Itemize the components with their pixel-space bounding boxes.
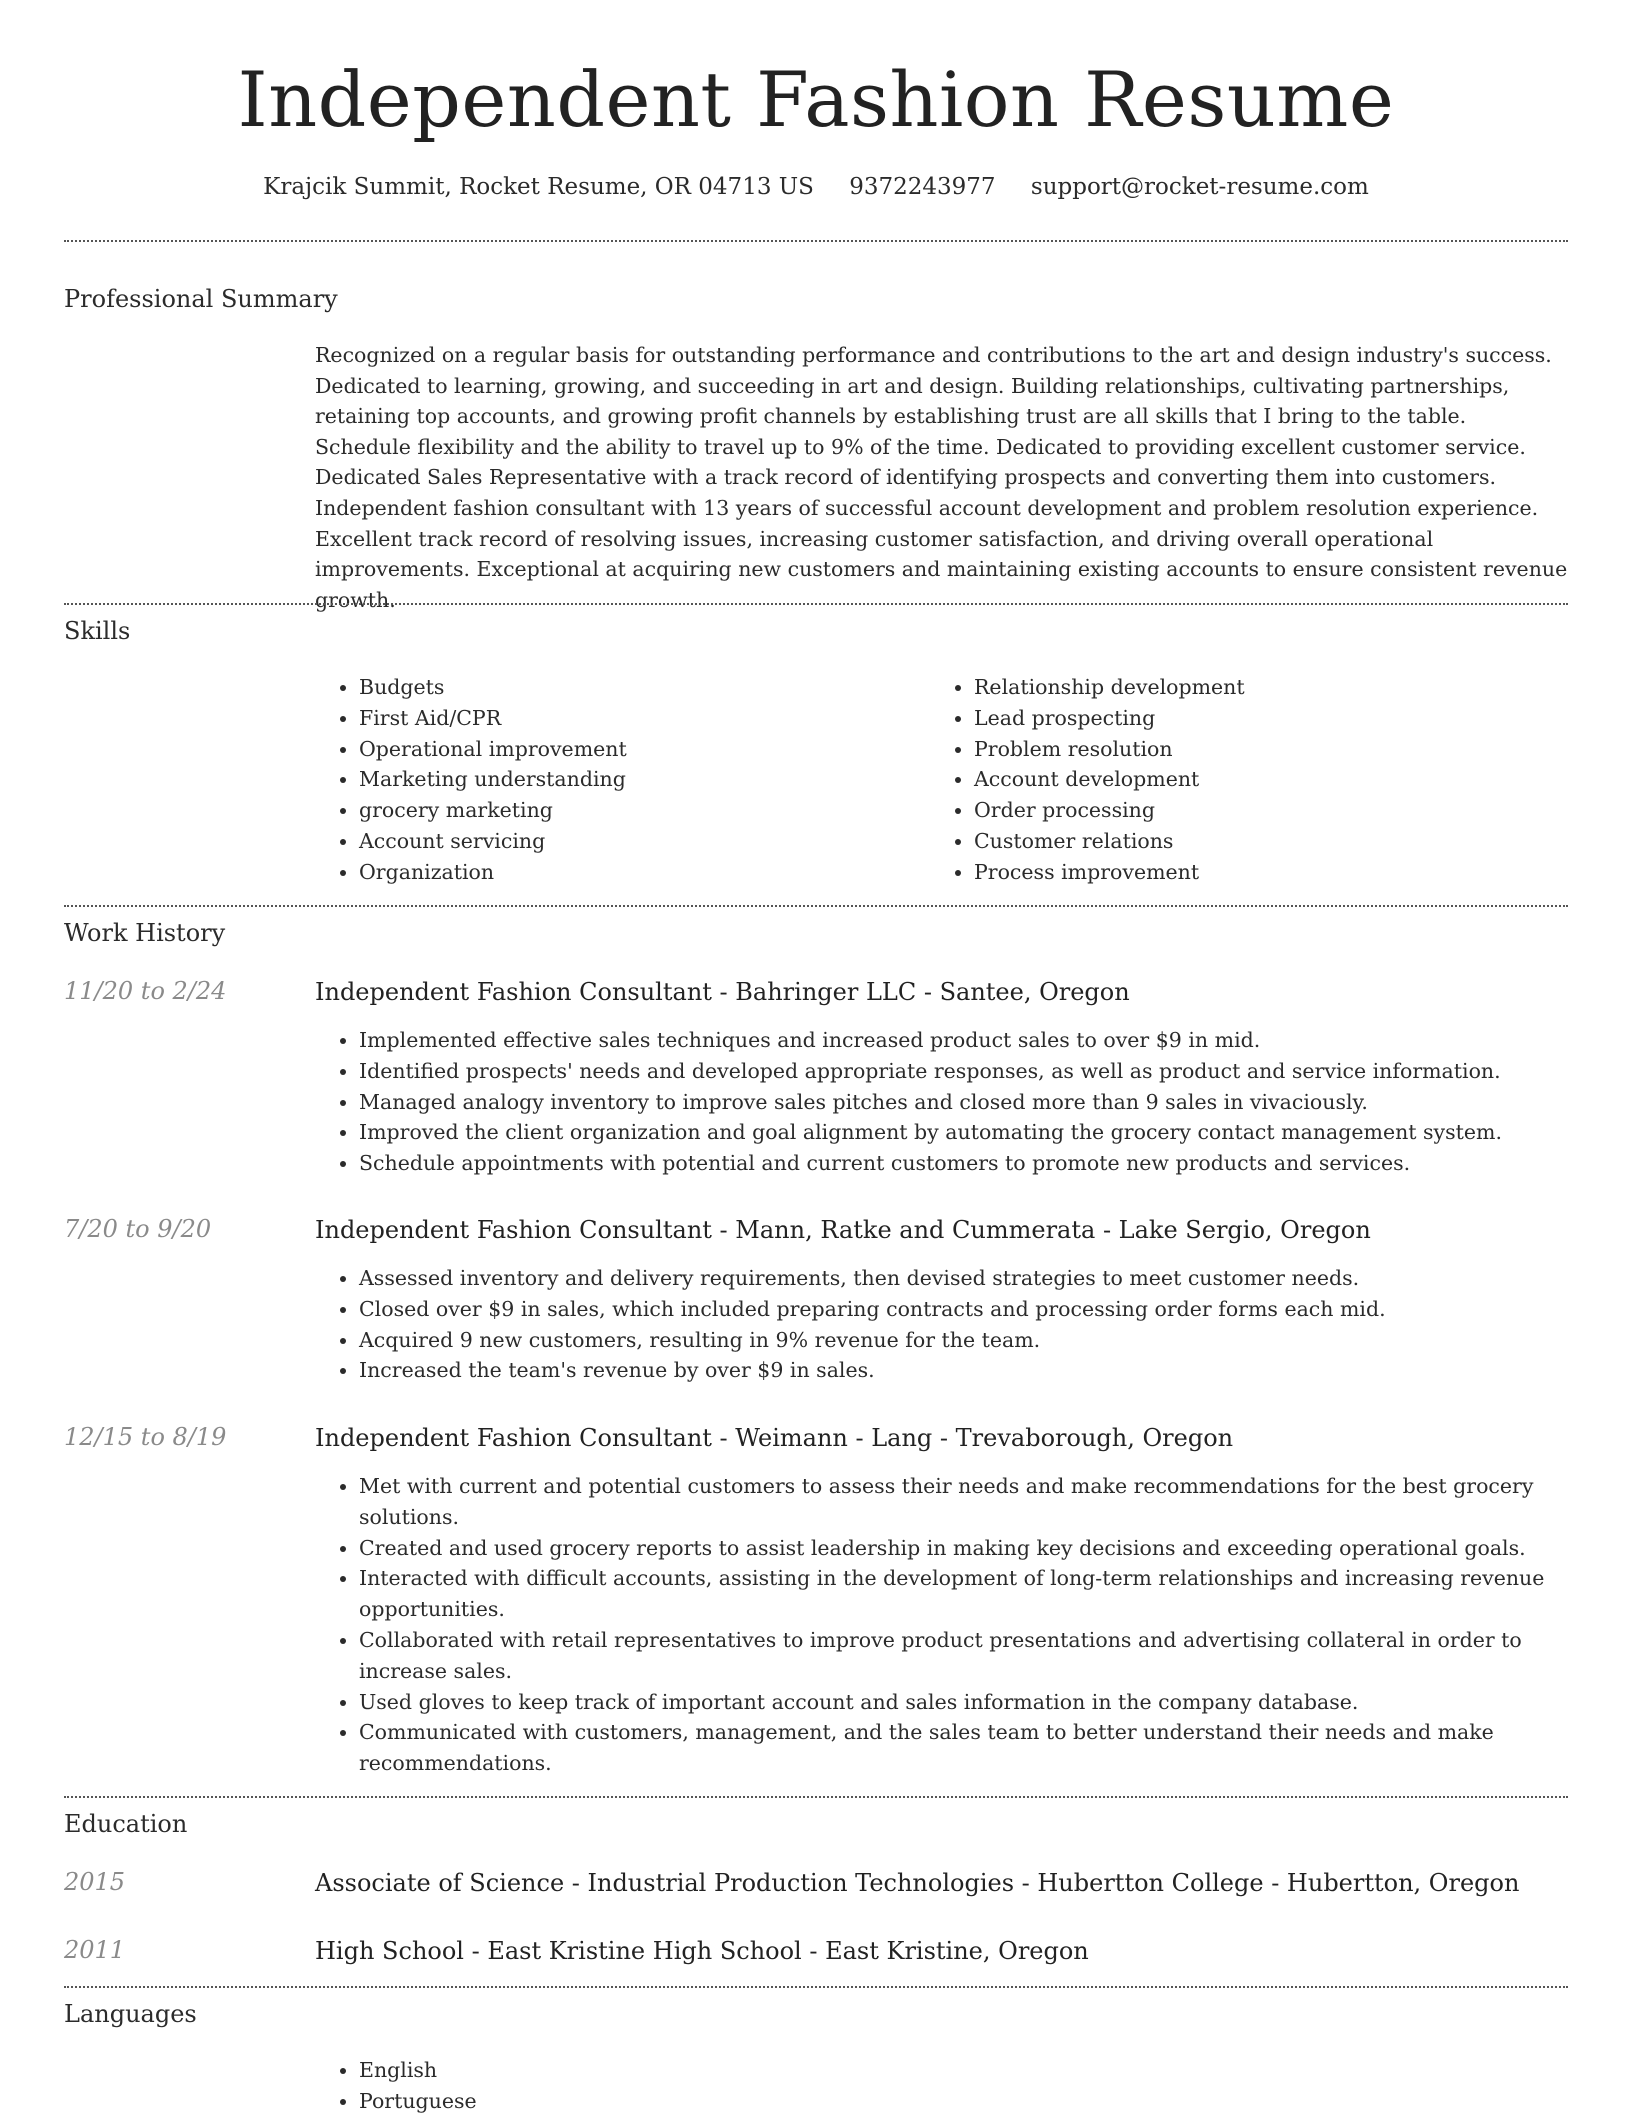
list-item: • Used gloves to keep track of important account and sales information in the company database.: [359, 1687, 1568, 1718]
list-item: • Account servicing: [359, 826, 915, 857]
list-item: • Met with current and potential customers to assess their needs and make recommendations for the best grocery solutions.: [359, 1471, 1568, 1533]
education-year: 2015: [64, 1868, 126, 1896]
list-item: • Budgets: [359, 672, 915, 703]
languages-body: [315, 2055, 1568, 2117]
divider: [64, 1986, 1568, 1988]
summary-text: Recognized on a regular basis for outstanding performance and contributions to the art and design industry's success. Dedicated to learning, growing, and succeeding in art and design. Building relationships, cultivating partnerships, retaining top accounts, and growing profit channels by establishing trust are all skills that I bring to the table. Schedule flexibility and the ability to travel up to 9% of the time. Dedicated to providing excellent customer service. Dedicated Sales Representative with a track record of identifying prospects and converting them into customers. Independent fashion consultant with 13 years of successful account development and problem resolution experience. Excellent track record of resolving issues, increasing customer satisfaction, and driving overall operational improvements. Exceptional at acquiring new customers and maintaining existing accounts to ensure consistent revenue growth.: [315, 343, 1568, 612]
summary-body: [315, 340, 1568, 615]
skills-list-left: [315, 672, 915, 888]
job-dates: 12/15 to 8/19: [64, 1423, 227, 1451]
job-heading: Independent Fashion Consultant - Weimann - Lang - Trevaborough, Oregon: [315, 1424, 1234, 1452]
job-bullets: [315, 1263, 1568, 1386]
list-item: • Acquired 9 new customers, resulting in 9% revenue for the team.: [359, 1325, 1568, 1356]
job-entry: [315, 1215, 1568, 1386]
languages-heading: Languages: [64, 2000, 197, 2028]
list-item: • Improved the client organization and goal alignment by automating the grocery contact management system.: [359, 1117, 1568, 1148]
list-item: • Portuguese: [359, 2086, 1568, 2117]
list-item: • Marketing understanding: [359, 764, 915, 795]
list-item: • Interacted with difficult accounts, assisting in the development of long-term relationships and increasing revenue opportunities.: [359, 1563, 1568, 1625]
contact-phone: 9372243977: [849, 174, 996, 200]
list-item: • Account development: [974, 764, 1550, 795]
languages-list: [315, 2055, 1568, 2117]
job-bullets: [315, 1471, 1568, 1779]
list-item: • Process improvement: [974, 857, 1550, 888]
job-entry: [315, 977, 1568, 1179]
list-item: • English: [359, 2055, 1568, 2086]
education-heading: Education: [64, 1810, 188, 1838]
list-item: • First Aid/CPR: [359, 703, 915, 734]
divider: [64, 1796, 1568, 1798]
list-item: • Closed over $9 in sales, which included preparing contracts and processing order forms each mid.: [359, 1294, 1568, 1325]
list-item: • Collaborated with retail representatives to improve product presentations and advertising collateral in order to increase sales.: [359, 1625, 1568, 1687]
job-dates: 7/20 to 9/20: [64, 1215, 212, 1243]
skills-column-right: [930, 672, 1550, 888]
contact-email: support@rocket-resume.com: [1030, 174, 1369, 200]
list-item: • Created and used grocery reports to assist leadership in making key decisions and exceeding operational goals.: [359, 1533, 1568, 1564]
list-item: • Problem resolution: [974, 734, 1550, 765]
job-heading: Independent Fashion Consultant - Bahringer LLC - Santee, Oregon: [315, 978, 1130, 1006]
list-item: • Customer relations: [974, 826, 1550, 857]
list-item: • Communicated with customers, management, and the sales team to better understand their needs and make recommendations.: [359, 1717, 1568, 1779]
summary-heading: Professional Summary: [64, 285, 338, 313]
list-item: • Implemented effective sales techniques and increased product sales to over $9 in mid.: [359, 1025, 1568, 1056]
list-item: • Organization: [359, 857, 915, 888]
contact-line: [64, 172, 1568, 202]
contact-address: Krajcik Summit, Rocket Resume, OR 04713 US: [263, 174, 814, 200]
skills-heading: Skills: [64, 617, 131, 645]
divider: [64, 240, 1568, 242]
job-dates: 11/20 to 2/24: [64, 977, 227, 1005]
education-entry: Associate of Science - Industrial Production Technologies - Hubertton College - Hubertton, Oregon: [315, 1869, 1520, 1897]
resume-page: [64, 0, 1568, 2113]
list-item: • Identified prospects' needs and developed appropriate responses, as well as product and service information.: [359, 1056, 1568, 1087]
job-heading: Independent Fashion Consultant - Mann, Ratke and Cummerata - Lake Sergio, Oregon: [315, 1216, 1371, 1244]
list-item: • Relationship development: [974, 672, 1550, 703]
list-item: • Assessed inventory and delivery requirements, then devised strategies to meet customer needs.: [359, 1263, 1568, 1294]
job-entry: [315, 1423, 1568, 1779]
list-item: • Schedule appointments with potential and current customers to promote new products and services.: [359, 1148, 1568, 1179]
work-heading: Work History: [64, 919, 226, 947]
education-year: 2011: [64, 1936, 126, 1964]
divider: [64, 905, 1568, 907]
list-item: • Managed analogy inventory to improve sales pitches and closed more than 9 sales in vivaciously.: [359, 1087, 1568, 1118]
list-item: • Increased the team's revenue by over $9 in sales.: [359, 1355, 1568, 1386]
list-item: • grocery marketing: [359, 795, 915, 826]
page-title: Independent Fashion Resume: [237, 55, 1395, 144]
list-item: • Order processing: [974, 795, 1550, 826]
list-item: • Lead prospecting: [974, 703, 1550, 734]
job-bullets: [315, 1025, 1568, 1179]
divider: [64, 603, 1568, 605]
skills-column-left: [315, 672, 915, 888]
education-entry: High School - East Kristine High School - East Kristine, Oregon: [315, 1937, 1089, 1965]
skills-list-right: [930, 672, 1550, 888]
list-item: • Operational improvement: [359, 734, 915, 765]
